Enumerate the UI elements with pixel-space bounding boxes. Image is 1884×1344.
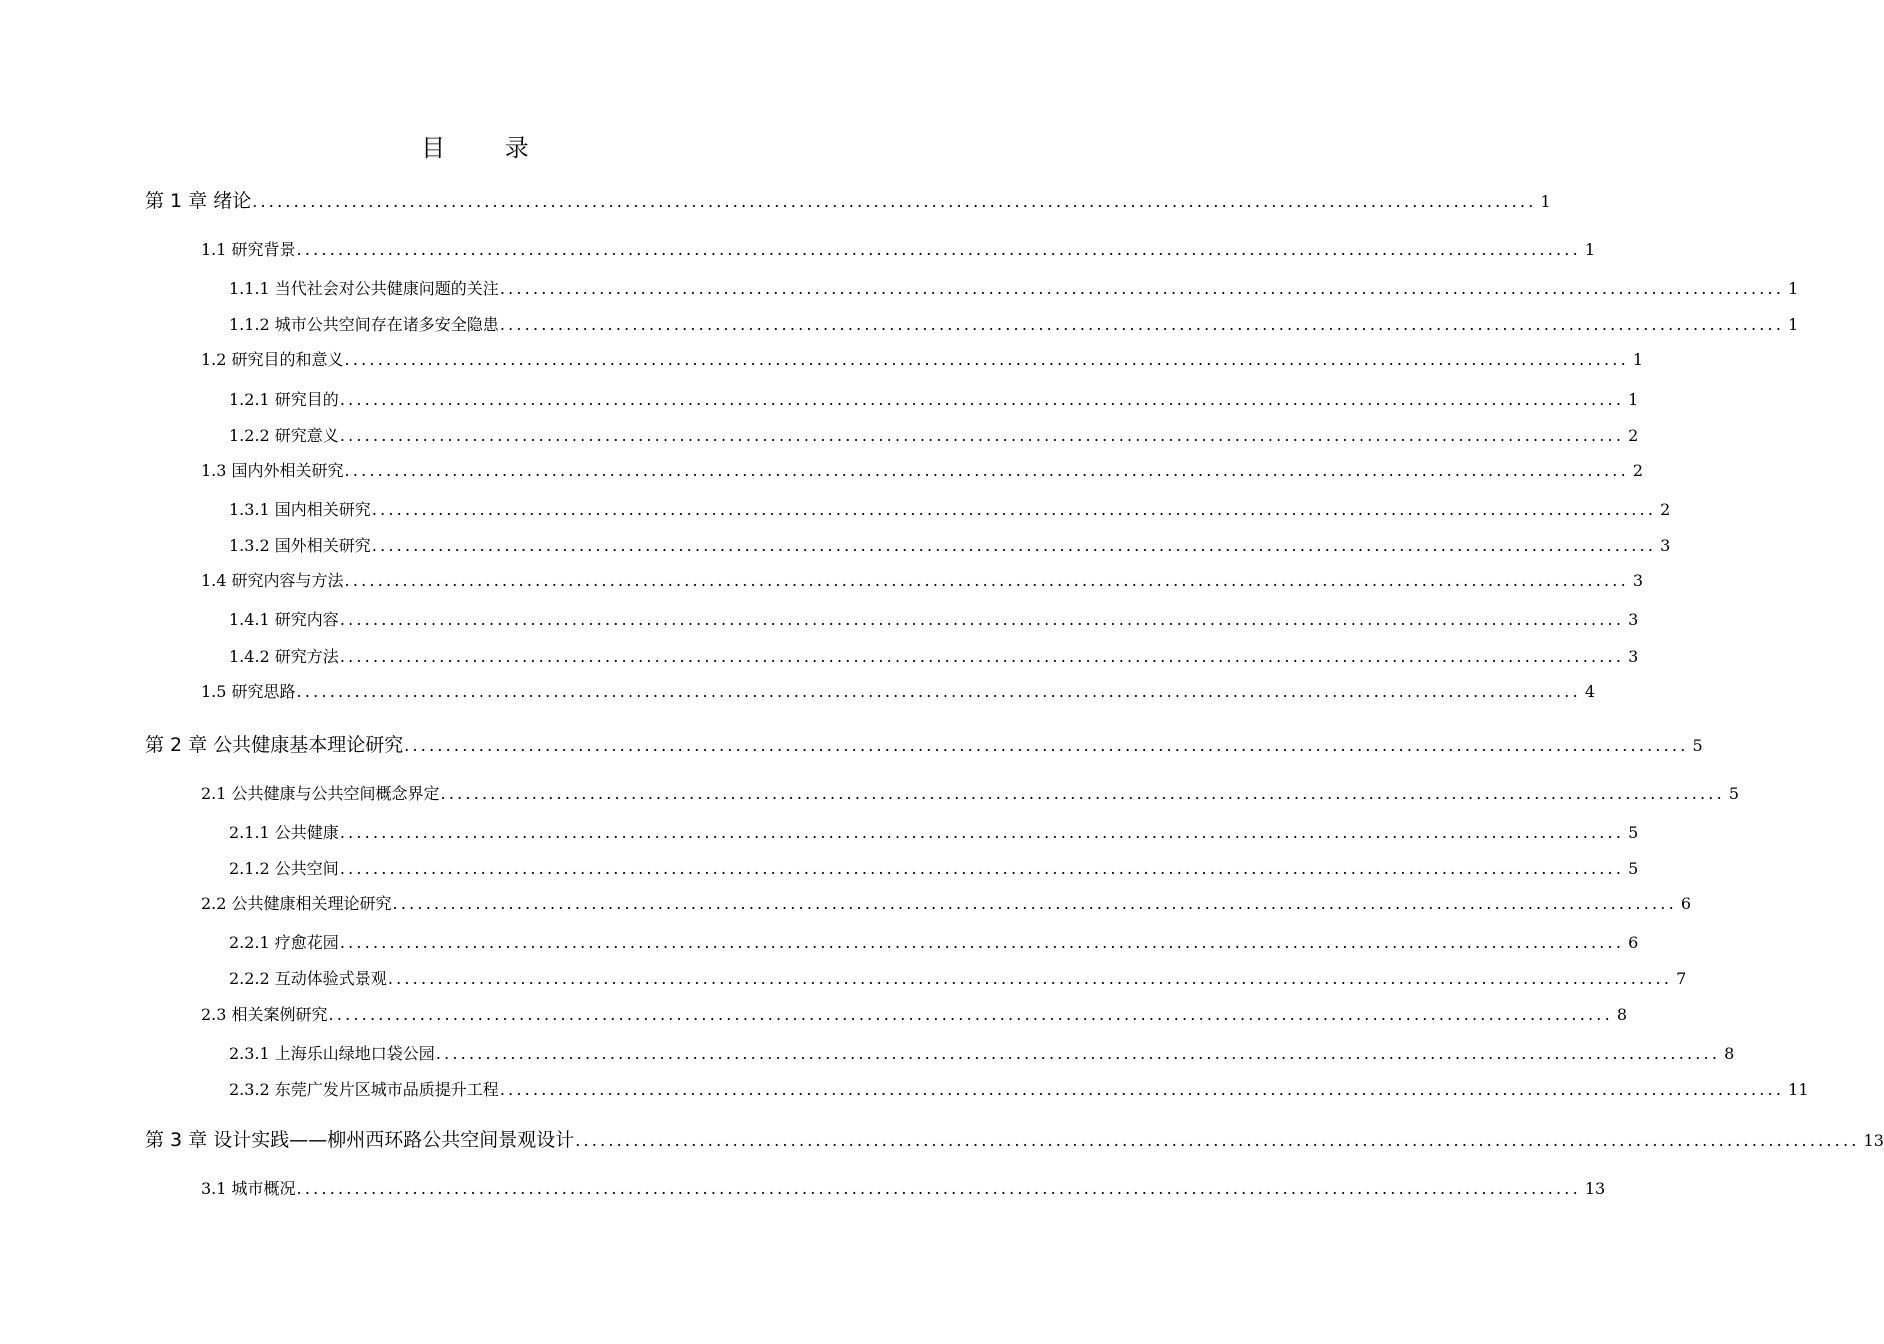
toc-entry-section-3-1[interactable]: [201, 1176, 1606, 1199]
toc-entry-subsection-2-3-1[interactable]: [229, 1041, 1735, 1064]
toc-page-number: 3: [1628, 647, 1639, 666]
toc-entry-label: 3.1 城市概况: [201, 1179, 296, 1198]
toc-entry-label: 2.3.1 上海乐山绿地口袋公园: [229, 1044, 435, 1063]
toc-page-number: 1: [1632, 350, 1644, 369]
toc-entry-subsection-1-3-1[interactable]: [229, 497, 1671, 520]
toc-entry-label: 2.3 相关案例研究: [201, 1005, 328, 1024]
toc-page-number: 8: [1724, 1044, 1735, 1063]
dot-leader: ...........................................................................................................................................................: [339, 610, 1625, 629]
toc-entry-section-2-1[interactable]: [201, 781, 1740, 804]
dot-leader: ...........................................................................................................................................................: [387, 969, 1673, 988]
toc-page-number: 1: [1584, 240, 1596, 259]
toc-entry-section-1-2[interactable]: [201, 347, 1644, 370]
toc-entry-label: 第 2 章 公共健康基本理论研究: [145, 734, 404, 756]
toc-page-number: 1: [1540, 192, 1551, 211]
dot-leader: ...........................................................................................................................................................: [296, 1179, 1581, 1198]
toc-entry-subsection-2-1-1[interactable]: [229, 820, 1639, 843]
dot-leader: ...........................................................................................................................................................: [499, 279, 1785, 298]
toc-entry-label: 1.1.1 当代社会对公共健康问题的关注: [229, 279, 499, 298]
toc-entry-section-1-4[interactable]: [201, 568, 1644, 591]
toc-entry-chapter-3[interactable]: [145, 1125, 1884, 1152]
toc-entry-subsection-1-4-2[interactable]: [229, 644, 1639, 667]
toc-title: 目 录: [421, 134, 555, 162]
toc-entry-label: 1.3.2 国外相关研究: [229, 536, 371, 555]
dot-leader: ...........................................................................................................................................................: [339, 390, 1625, 409]
toc-entry-subsection-1-2-2[interactable]: [229, 423, 1639, 446]
toc-entry-label: 第 3 章 设计实践——柳州西环路公共空间景观设计: [145, 1129, 575, 1151]
toc-entry-subsection-1-4-1[interactable]: [229, 607, 1639, 630]
dot-leader: ...........................................................................................................................................................: [252, 192, 1537, 211]
toc-entry-label: 1.2 研究目的和意义: [201, 350, 344, 369]
dot-leader: ...........................................................................................................................................................: [296, 240, 1581, 259]
toc-page-number: 6: [1628, 933, 1639, 952]
toc-page-number: 7: [1676, 969, 1687, 988]
dot-leader: ...........................................................................................................................................................: [440, 784, 1725, 803]
dot-leader: ...........................................................................................................................................................: [435, 1044, 1721, 1063]
toc-entry-section-1-1[interactable]: [201, 237, 1596, 260]
toc-page-number: 1: [1788, 279, 1799, 298]
toc-entry-label: 2.2.1 疗愈花园: [229, 933, 339, 952]
toc-entry-subsection-2-1-2[interactable]: [229, 856, 1639, 879]
dot-leader: ...........................................................................................................................................................: [339, 426, 1625, 445]
toc-entry-label: 2.3.2 东莞广发片区城市品质提升工程: [229, 1080, 499, 1099]
toc-page-number: 13: [1863, 1131, 1884, 1150]
toc-entry-subsection-2-3-2[interactable]: [229, 1077, 1809, 1100]
toc-page-number: 1: [1628, 390, 1639, 409]
toc-page-number: 2: [1628, 426, 1639, 445]
toc-entry-label: 2.2 公共健康相关理论研究: [201, 894, 392, 913]
toc-entry-subsection-1-1-1[interactable]: [229, 276, 1799, 299]
toc-page-number: 13: [1584, 1179, 1606, 1198]
toc-page-number: 8: [1616, 1005, 1628, 1024]
toc-entry-label: 1.4.1 研究内容: [229, 610, 339, 629]
toc-entry-section-2-2[interactable]: [201, 891, 1692, 914]
toc-entry-section-2-3[interactable]: [201, 1002, 1628, 1025]
toc-entry-subsection-2-2-1[interactable]: [229, 930, 1639, 953]
toc-entry-subsection-1-2-1[interactable]: [229, 387, 1639, 410]
toc-page-number: 5: [1628, 823, 1639, 842]
dot-leader: ...........................................................................................................................................................: [404, 736, 1689, 755]
toc-page-number: 2: [1632, 461, 1644, 480]
dot-leader: ...........................................................................................................................................................: [328, 1005, 1613, 1024]
toc-entry-label: 2.2.2 互动体验式景观: [229, 969, 387, 988]
dot-leader: ...........................................................................................................................................................: [344, 350, 1629, 369]
toc-entry-section-1-3[interactable]: [201, 458, 1644, 481]
toc-page-number: 5: [1628, 859, 1639, 878]
dot-leader: ...........................................................................................................................................................: [339, 647, 1625, 666]
toc-entry-section-1-5[interactable]: [201, 679, 1596, 702]
toc-entry-chapter-2[interactable]: [145, 730, 1703, 757]
toc-entry-chapter-1[interactable]: [145, 186, 1551, 213]
toc-entry-label: 1.1 研究背景: [201, 240, 296, 259]
toc-entry-label: 1.3.1 国内相关研究: [229, 500, 371, 519]
dot-leader: ...........................................................................................................................................................: [499, 1080, 1785, 1099]
toc-entry-label: 1.3 国内外相关研究: [201, 461, 344, 480]
toc-page-number: 3: [1628, 610, 1639, 629]
dot-leader: ...........................................................................................................................................................: [499, 315, 1785, 334]
toc-page-number: 5: [1728, 784, 1740, 803]
toc-page-number: 1: [1788, 315, 1799, 334]
dot-leader: ...........................................................................................................................................................: [339, 859, 1625, 878]
dot-leader: ...........................................................................................................................................................: [371, 536, 1657, 555]
toc-page-number: 4: [1584, 682, 1596, 701]
dot-leader: ...........................................................................................................................................................: [371, 500, 1657, 519]
dot-leader: ...........................................................................................................................................................: [344, 571, 1629, 590]
dot-leader: ...........................................................................................................................................................: [339, 933, 1625, 952]
toc-entry-label: 2.1 公共健康与公共空间概念界定: [201, 784, 440, 803]
toc-page-number: 6: [1680, 894, 1692, 913]
toc-page-number: 5: [1692, 736, 1703, 755]
toc-entry-subsection-2-2-2[interactable]: [229, 966, 1687, 989]
toc-entry-label: 1.5 研究思路: [201, 682, 296, 701]
dot-leader: ...........................................................................................................................................................: [296, 682, 1581, 701]
toc-page-number: 3: [1660, 536, 1671, 555]
toc-entry-label: 2.1.1 公共健康: [229, 823, 339, 842]
dot-leader: ...........................................................................................................................................................: [344, 461, 1629, 480]
toc-entry-label: 1.2.1 研究目的: [229, 390, 339, 409]
toc-entry-label: 1.4.2 研究方法: [229, 647, 339, 666]
dot-leader: ...........................................................................................................................................................: [392, 894, 1677, 913]
toc-entry-label: 第 1 章 绪论: [145, 190, 252, 212]
toc-entry-label: 1.1.2 城市公共空间存在诸多安全隐患: [229, 315, 499, 334]
toc-entry-label: 1.4 研究内容与方法: [201, 571, 344, 590]
dot-leader: ...........................................................................................................................................................: [575, 1131, 1860, 1150]
dot-leader: ...........................................................................................................................................................: [339, 823, 1625, 842]
toc-entry-label: 2.1.2 公共空间: [229, 859, 339, 878]
toc-page-number: 2: [1660, 500, 1671, 519]
toc-entry-label: 1.2.2 研究意义: [229, 426, 339, 445]
toc-entry-subsection-1-1-2[interactable]: [229, 312, 1799, 335]
toc-page-number: 3: [1632, 571, 1644, 590]
toc-page-number: 11: [1788, 1080, 1809, 1099]
toc-entry-subsection-1-3-2[interactable]: [229, 533, 1671, 556]
